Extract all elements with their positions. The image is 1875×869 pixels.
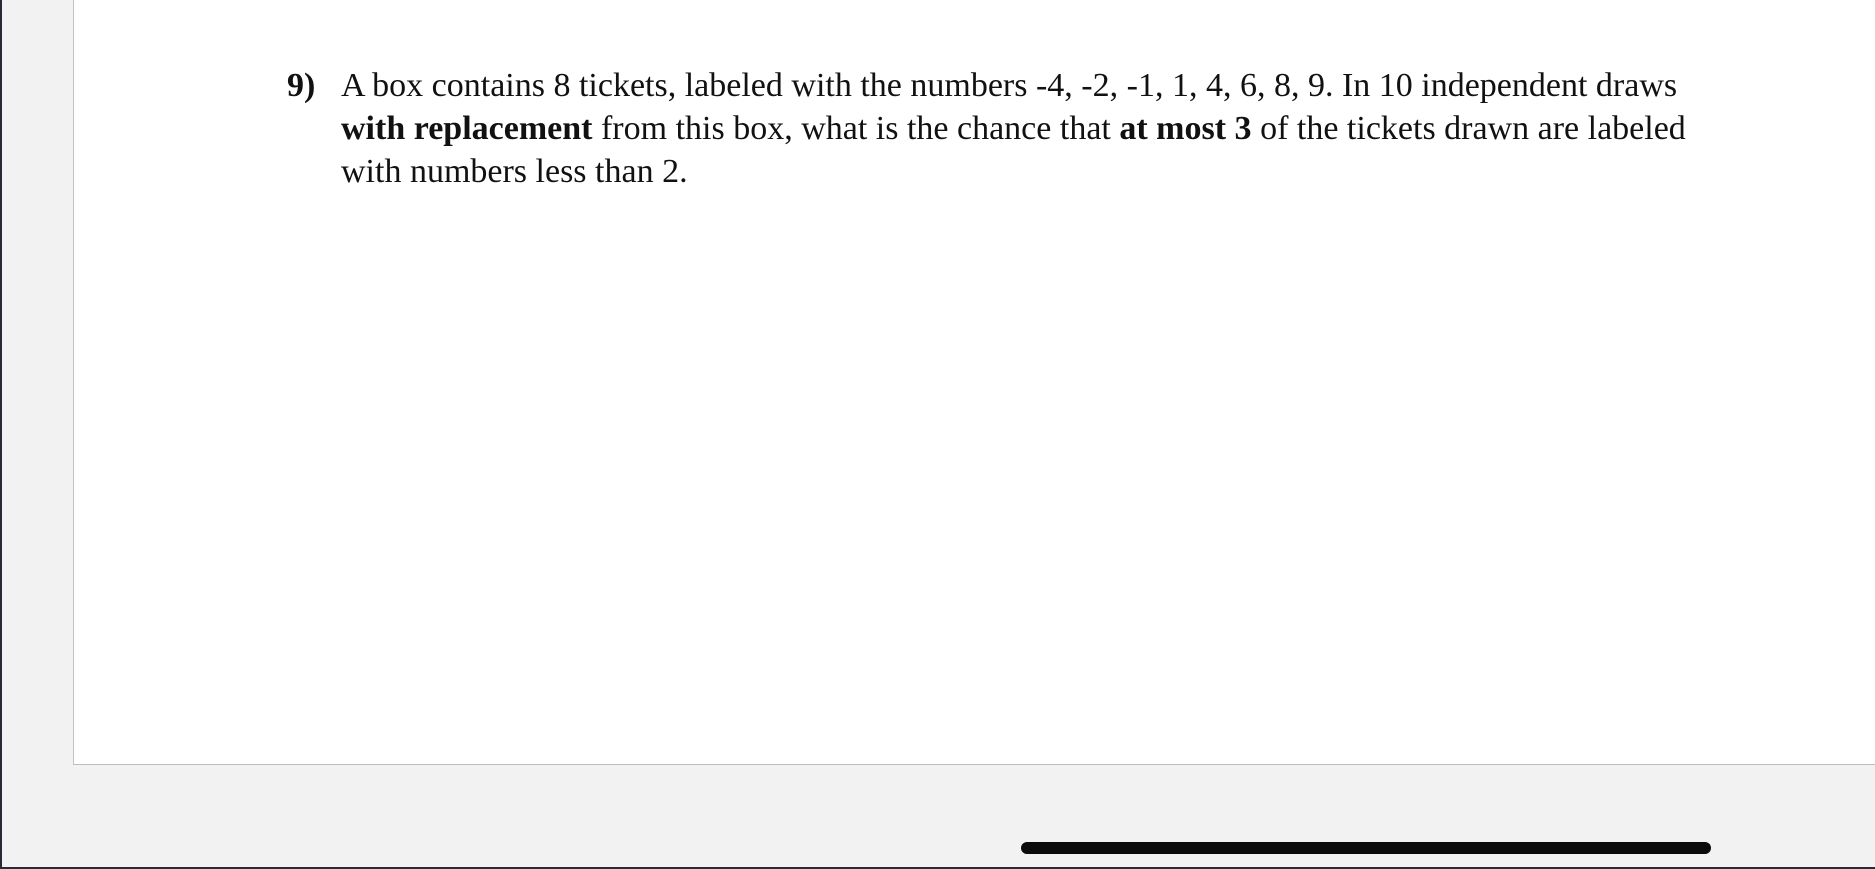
- question-text-part-2: from this box, what is the chance that: [592, 110, 1120, 147]
- question-number: 9): [287, 67, 316, 104]
- question-text-part-3: of the tickets drawn are labeled with numbers less than 2.: [341, 110, 1686, 190]
- window-left-edge: [0, 0, 2, 869]
- question-text-part-1: A box contains 8 tickets, labeled with the numbers -4, -2, -1, 1, 4, 6, 8, 9. In 10 independent draws: [341, 67, 1678, 104]
- emphasis-with-replacement: with replacement: [341, 110, 593, 147]
- home-indicator-bar[interactable]: [1021, 842, 1711, 854]
- question-text: [341, 64, 1747, 193]
- question-9: [287, 64, 1747, 193]
- emphasis-at-most-3: at most 3: [1119, 110, 1252, 147]
- document-page[interactable]: [73, 0, 1875, 765]
